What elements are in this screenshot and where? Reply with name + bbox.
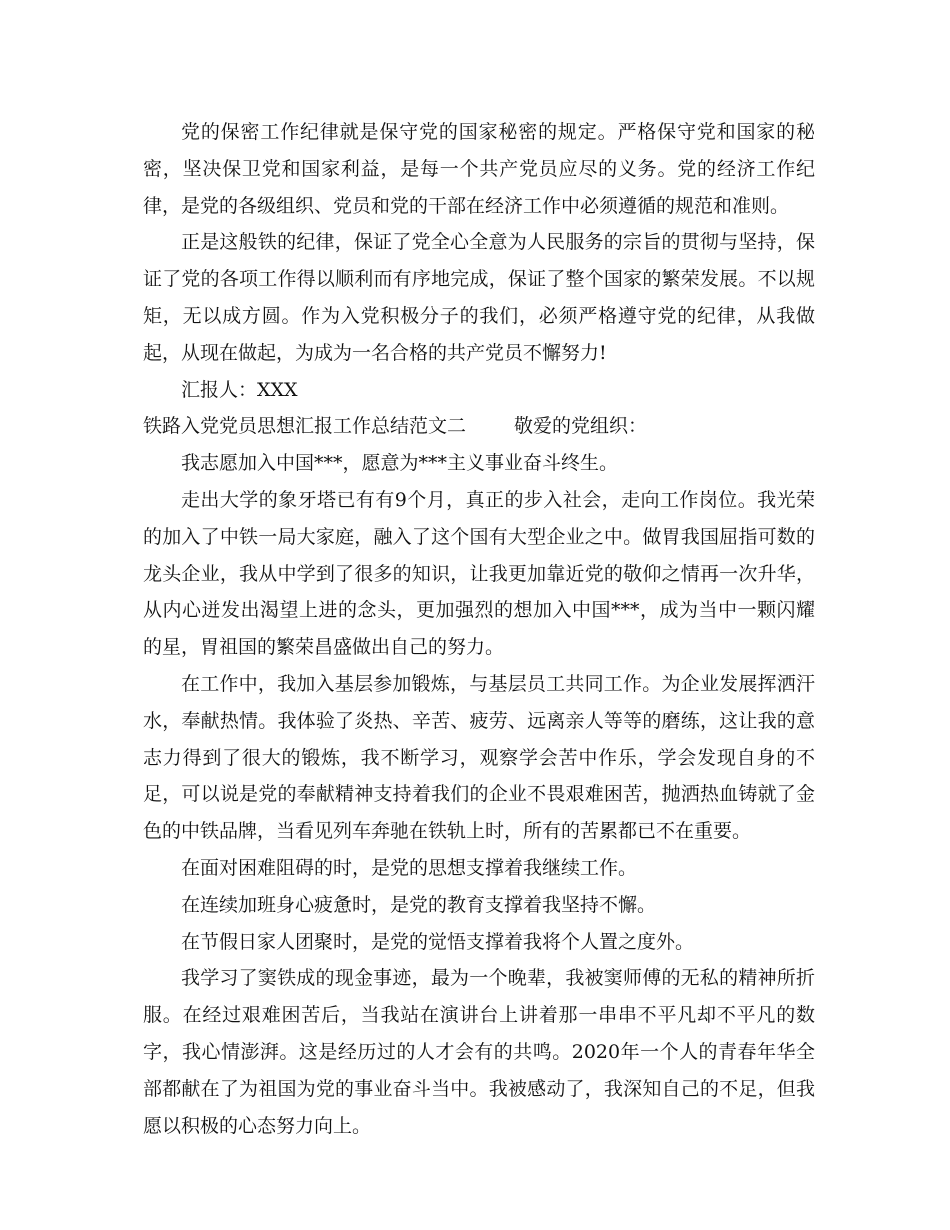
salutation: 敬爱的党组织： (514, 415, 648, 438)
paragraph-secrecy-discipline: 党的保密工作纪律就是保守党的国家秘密的规定。严格保守党和国家的秘密，坚决保卫党和国家利益，是每一个共产党员应尽的义务。党的经济工作纪律，是党的各级组织、党员和党的干部在经济工作中必须遵循的规范和准则。 (143, 121, 815, 217)
paragraph-reporter: 汇报人：XXX (181, 378, 298, 401)
paragraph-role-model: 我学习了窦铁成的现金事迹，最为一个晚辈，我被窦师傅的无私的精神所折服。在经过艰难困苦后，当我站在演讲台上讲着那一串串不平凡却不平凡的数字，我心情澎湃。这是经历过的人才会有的共鸣。2020年一个人的青春年华全部都献在了为祖国为党的事业奋斗当中。我被感动了，我深知自己的不足，但我愿以积极的心态努力向上。 (143, 967, 815, 1137)
section-title: 铁路入党党员思想汇报工作总结范文二 (143, 415, 467, 438)
paragraph-overtime: 在连续加班身心疲惫时，是党的教育支撑着我坚持不懈。 (181, 893, 657, 916)
paragraph-entering-society: 走出大学的象牙塔已有有9个月，真正的步入社会，走向工作岗位。我光荣的加入了中铁一局大家庭，融入了这个国有大型企业之中。做胃我国屈指可数的龙头企业，我从中学到了很多的知识，让我更加靠近党的敬仰之情再一次升华，从内心迸发出渴望上进的念头，更加强烈的想加入中国***，成为当中一颗闪耀的星，胃祖国的繁荣昌盛做出自己的努力。 (143, 488, 815, 659)
paragraph-facing-difficulty: 在面对困难阻碍的时，是党的思想支撑着我继续工作。 (181, 856, 638, 879)
paragraph-iron-discipline: 正是这般铁的纪律，保证了党全心全意为人民服务的宗旨的贯彻与坚持，保证了党的各项工作得以顺利而有序地完成，保证了整个国家的繁荣发展。不以规矩，无以成方圆。作为入党积极分子的我们，必须严格遵守党的纪律，从我做起，从现在做起，为成为一名合格的共产党员不懈努力! (143, 231, 815, 364)
section-heading (143, 408, 815, 445)
paragraph-pledge: 我志愿加入中国***，愿意为***主义事业奋斗终生。 (181, 452, 619, 475)
paragraph-grassroots-work: 在工作中，我加入基层参加锻炼，与基层员工共同工作。为企业发展挥洒汗水，奉献热情。我体验了炎热、辛苦、疲劳、远离亲人等等的磨练，这让我的意志力得到了很大的锻炼，我不断学习，观察学会苦中作乐，学会发现自身的不足，可以说是党的奉献精神支持着我们的企业不畏艰难困苦，抛洒热血铸就了金色的中铁品牌，当看见列车奔驰在铁轨上时，所有的苦累都已不在重要。 (143, 672, 815, 843)
paragraph-holiday: 在节假日家人团聚时，是党的觉悟支撑着我将个人置之度外。 (181, 930, 695, 953)
document-body (143, 114, 815, 1144)
